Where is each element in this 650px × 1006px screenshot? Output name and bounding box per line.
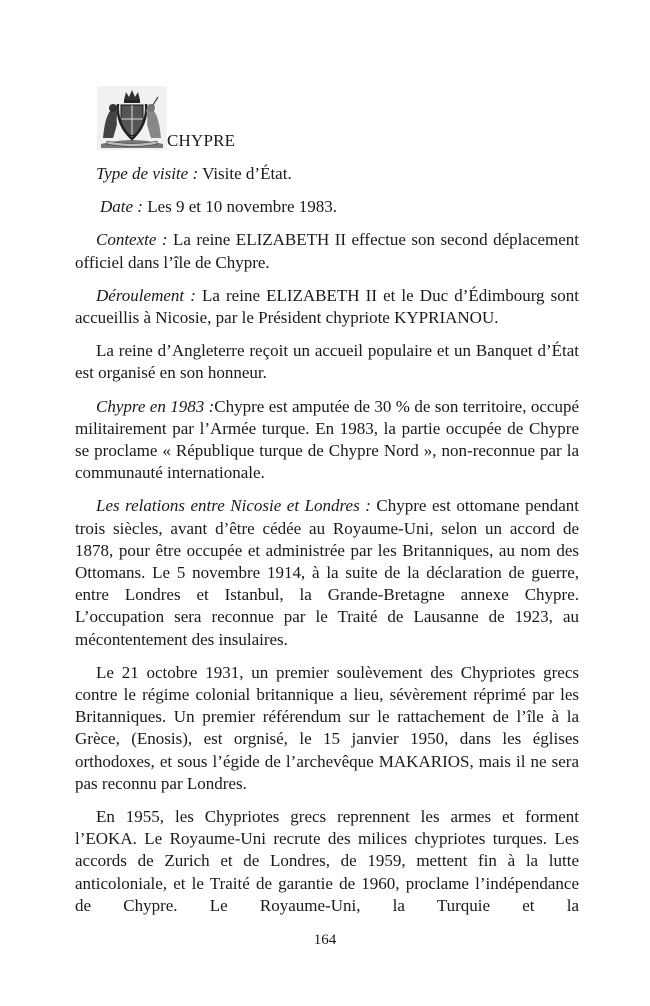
page-number: 164 [313,932,337,948]
paragraph-context [75,229,579,273]
paragraph-relations [75,495,579,650]
paragraph-text: Visite d’État. [198,164,292,183]
paragraph-label: Contexte : [96,230,168,250]
paragraph-text: La reine ELIZABETH II et le Duc d’Édimbourg sont accueillis à Nicosie, par le Président chypriote KYPRIANOU. [75,285,579,328]
country-heading: CHYPRE [167,131,236,150]
paragraph-text: Le 21 octobre 1931, un premier soulèvement des Chypriotes grecs contre le régime colonial britannique a lieu, sévèrement réprimé par les Britanniques. Un premier référendum sur le rattachement de l’île à la Grèce, (Enosis), est orgnisé, le 15 janvier 1950, dans les églises orthodoxes, et sous l’égide de l’archevêque MAKARIOS, mais il ne sera pas reconnu par Londres. [75,662,579,793]
document-body [75,163,579,928]
paragraph-visit-type [75,163,579,185]
paragraph-text: Chypre est ottomane pendant trois siècles, avant d’être cédée au Royaume-Uni, selon un accord de 1878, pour être occupée et administrée par les Britanniques, au nom des Ottomans. Le 5 novembre 1914, à la suite de la déclaration de guerre, entre Londres et Istanbul, la Grande-Bretagne annexe Chypre. L’occupation sera reconnue par le Traité de Lausanne de 1923, au mécontentement des insulaires. [75,496,579,649]
paragraph-label: Date : [100,197,143,217]
paragraph-uprising-1931 [75,662,579,795]
paragraph-cyprus-1983 [75,396,579,485]
paragraph-reception [75,340,579,384]
royal-coat-of-arms-icon [97,86,167,150]
paragraph-label: Déroulement : [96,285,196,305]
paragraph-date [75,196,579,218]
paragraph-text: La reine ELIZABETH II effectue son second déplacement officiel dans l’île de Chypre. [75,230,579,272]
paragraph-label: Type de visite : [96,164,199,183]
paragraph-eoka-1955 [75,806,579,917]
paragraph-text: Les 9 et 10 novembre 1983. [142,197,338,217]
paragraph-text: La reine d’Angleterre reçoit un accueil populaire et un Banquet d’État est organisé en son honneur. [75,341,579,383]
paragraph-text: En 1955, les Chypriotes grecs reprennent les armes et forment l’EOKA. Le Royaume-Uni recrute des milices chypriotes turques. Les accords de Zurich et de Londres, de 1959, mettent fin à la lutte anticoloniale, et le Traité de garantie de 1960, proclame l’indépendance de Chypre. Le Royaume-Uni, la Turquie et la [75,807,579,915]
paragraph-proceedings [75,285,579,329]
paragraph-label: Les relations entre Nicosie et Londres : [96,496,371,516]
paragraph-label: Chypre en 1983 : [96,396,215,416]
paragraph-text: Chypre est amputée de 30 % de son territoire, occupé militairement par l’Armée turque. En 1983, la partie occupée de Chypre se proclame « République turque de Chypre Nord », non-reconnue par la communauté internationale. [75,396,579,483]
